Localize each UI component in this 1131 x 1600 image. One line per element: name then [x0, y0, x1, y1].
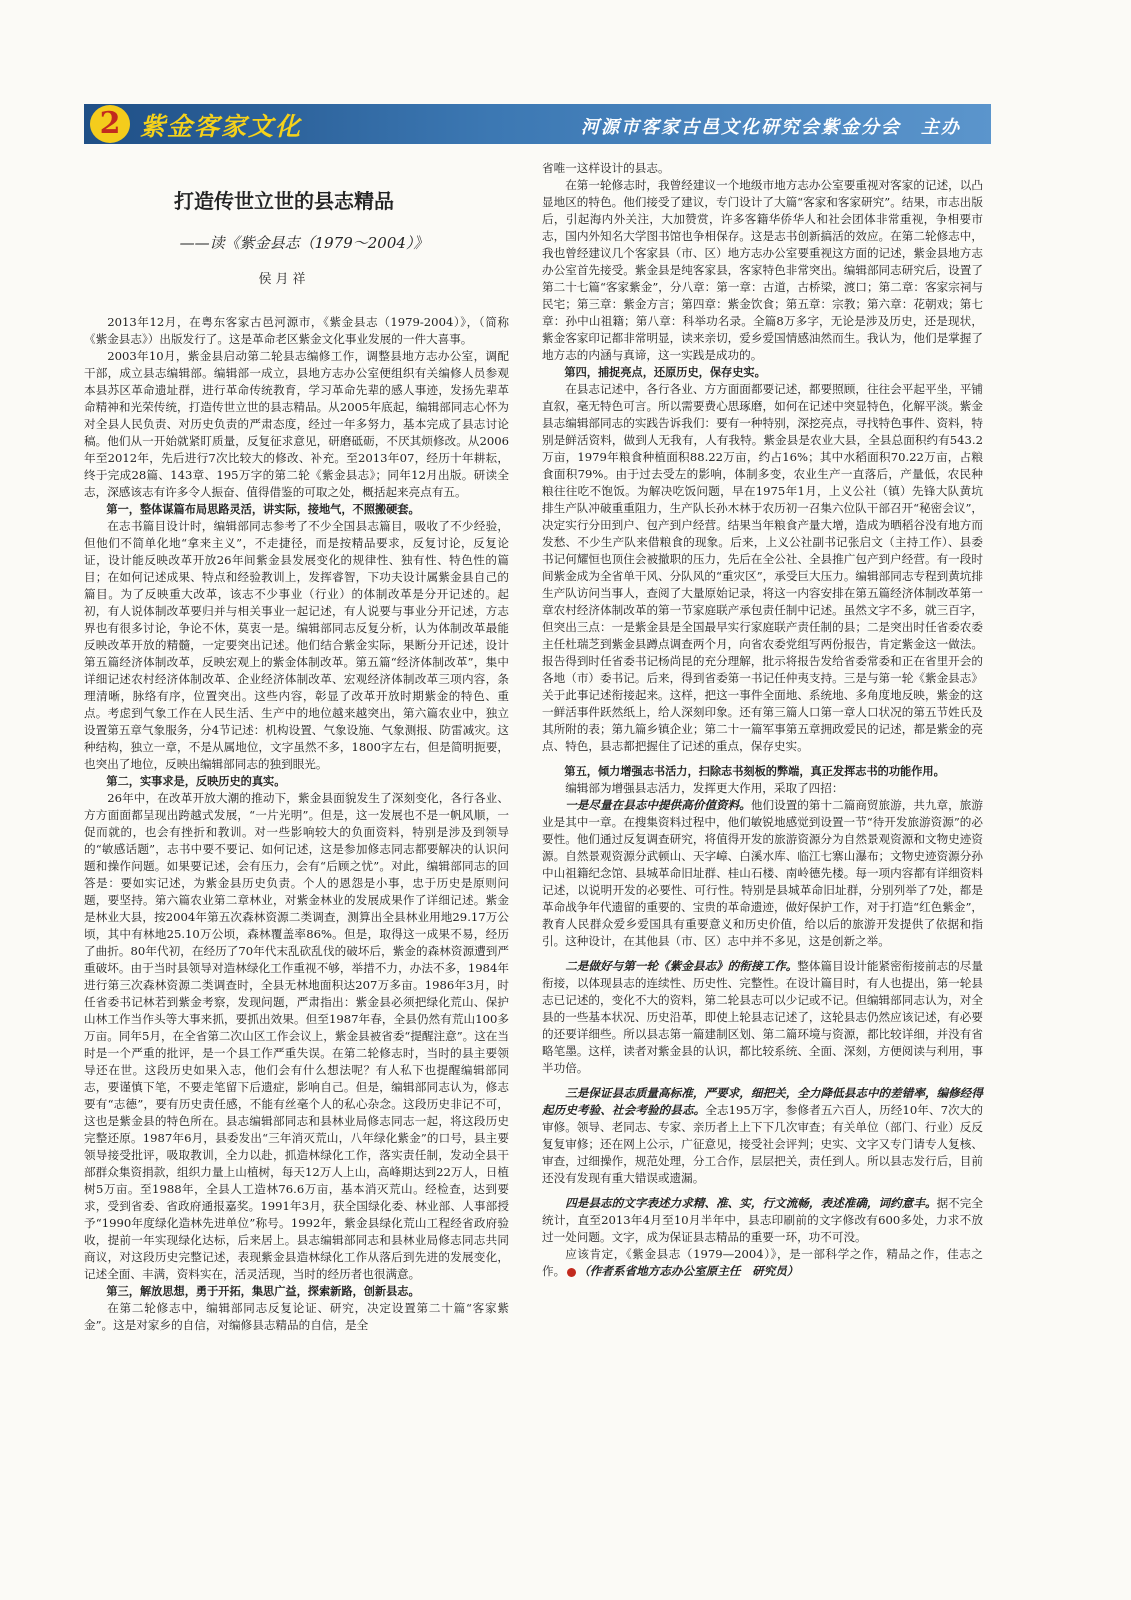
paragraph-text: 在县志记述中，各行各业、方方面面都要记述，都要照顾，往往会平起平坐，平铺直叙，毫无特色可言。所以需要费心思琢磨，如何在记述中突显特色，化解平淡。紫金县志编辑部同志的实践告诉我们：要有一种特别，深挖亮点，寻找特色事件、资料，特别是鲜活资料，做到人无我有，人有我特。紫金县是农业大县，全县总面积约有543.2万亩，1979年粮食种植面积88.22万亩，约占16%；其中水稻面积70.22万亩，占粮食面积79%。由于过去受左的影响，体制多变，农业生产一直落后，产量低，农民种粮往往吃不饱饭。为解决吃饭问题，早在1975年1月，上义公社（镇）先锋大队黄坑排生产队冲破重重阻力，生产队长孙木林于农历初一召集六位队干部召开“秘密会议”，决定实行分田到户、包产到户经营。结果当年粮食产量大增，造成为晒稻谷没有地方而发愁、不少生产队来借粮食的现象。后来，上义公社副书记张启文（主持工作）、县委书记何耀恒也顶住会被撤职的压力，先后在全公社、全县推广包产到户经营。有一段时间紫金成为全省单干风、分队风的“重灾区”，承受巨大压力。编辑部同志专程到黄坑排生产队访问当事人，查阅了大量原始记录，将这一内容安排在第五篇经济体制改革第一章农村经济体制改革的第一节家庭联产承包责任制中记述。虽然文字不多，就三百字，但突出三点：一是紫金县是全国最早实行家庭联产责任制的县；二是突出时任省委农委主任杜瑞芝到紫金县蹲点调查两个月，向省农委党组写两份报告，肯定紫金这一做法。报告得到时任省委书记杨尚昆的充分理解，批示将报告发给省委常委和正在省里开会的各地（市）委书记。后来，得到省委第一书记任仲夷支持。三是与第一轮《紫金县志》关于此事记述衔接起来。这样，把这一事件全面地、系统地、多角度地反映，紫金的这一鲜活事件跃然纸上，给人深刻印象。还有第三篇人口第一章人口状况的第五节姓氏及其所附的表；第九篇乡镇企业；第二十一篇军事第五章拥政爱民的记述，都是紫金的亮点、特色，县志都把握住了记述的重点，保存史实。 — [542, 382, 983, 753]
paragraph-text: 在第二轮修志中，编辑部同志反复论证、研究，决定设置第二十篇“客家紫金”。这是对家乡的自信，对编修县志精品的自信，是全 — [84, 1301, 509, 1332]
end-mark-icon — [567, 1268, 576, 1277]
article-subtitle: ——读《紫金县志（1979～2004）》 — [179, 234, 429, 252]
paragraph — [542, 1195, 983, 1246]
article-right-column — [542, 160, 983, 1280]
paragraph — [542, 780, 983, 797]
paragraph — [542, 958, 983, 1077]
article-left-column — [84, 314, 509, 1334]
section-heading — [542, 364, 983, 381]
paragraph — [542, 1085, 983, 1187]
paragraph-text: 全志195万字，参修者五六百人，历经10年、7次大的审修。领导、老同志、专家、亲历者上上下下几次审查；有关单位（部门、行业）反反复复审修；还在网上公示，广征意见，接受社会评判；史实、文字又专门请专人复核、审查，过细操作，规范处理，分工合作，层层把关，责任到人。所以县志发行后，目前还没有发现有重大错误或遗漏。 — [542, 1103, 983, 1185]
section-heading — [84, 1283, 509, 1300]
paragraph — [542, 381, 983, 755]
paragraph-lead: 二是做好与第一轮《紫金县志》的衔接工作。 — [565, 959, 798, 973]
paragraph — [542, 797, 983, 950]
paragraph-text: 第一，整体谋篇布局思路灵活，讲实际，接地气，不照搬硬套。 — [106, 503, 420, 516]
paragraph — [84, 790, 509, 1283]
paragraph-text: 2013年12月，在粤东客家古邑河源市，《紫金县志（1979-2004）》，（简称《紫金县志》）出版发行了。这是革命老区紫金文化事业发展的一件大喜事。 — [84, 315, 509, 346]
section-heading — [84, 773, 509, 790]
paragraph-lead: 一是尽量在县志中提供高价值资料。 — [565, 798, 751, 812]
paragraph-text: 第三，解放思想，勇于开拓，集思广益，探索新路，创新县志。 — [106, 1285, 420, 1298]
paragraph-text: 编辑部为增强县志活力，发挥更大作用，采取了四招： — [565, 781, 844, 795]
paragraph — [84, 314, 509, 348]
paragraph-text: 在第一轮修志时，我曾经建议一个地级市地方志办公室要重视对客家的记述，以凸显地区的特色。他们接受了建议，专门设计了大篇“客家和客家研究”。结果，市志出版后，引起海内外关注，大加赞赏，许多客籍华侨华人和社会团体非常重视，争相要市志，国内外知名大学图书馆也争相保存。这是志书创新搞活的效应。在第二轮修志中，我也曾经建议几个客家县（市、区）地方志办公室要重视这方面的记述，紫金县地方志办公室首先接受。紫金县是纯客家县，客家特色非常突出。编辑部同志研究后，设置了第二十七篇“客家紫金”，分八章：第一章：古道，古桥梁，渡口；第二章：客家宗祠与民宅；第三章：紫金方言；第四章：紫金饮食；第五章：宗教；第六章：花朝戏；第七章：孙中山祖籍；第八章：科举功名录。全篇8万多字，无论是涉及历史，还是现状，紫金客家印记都非常明显，读来亲切，爱乡爱国情感油然而生。我认为，他们是掌握了地方志的内涵与真谛，这一实践是成功的。 — [542, 178, 983, 362]
paragraph-text: 26年中，在改革开放大潮的推动下，紫金县面貌发生了深刻变化，各行各业、方方面面都呈现出跨越式发展，“一片光明”。但是，这一发展也不是一帆风顺，一促而就的，也会有挫折和教训。对一些影响较大的负面资料，特别是涉及到领导的“敏感话题”，志书中要不要记、如何记述，这是参加修志同志都要解决的认识问题和操作问题。如果要记述，会有压力，会有“后顾之忧”。对此，编辑部同志的回答是：要如实记述，为紫金县历史负责。个人的恩怨是小事，忠于历史是原则问题，要坚持。第六篇农业第二章林业，对紫金林业的发展成果作了详细记述。紫金是林业大县，按2004年第五次森林资源二类调查，测算出全县林业用地29.17万公顷，其中有林地25.10万公顷，森林覆盖率86%。但是，取得这一成果不易，经历了曲折。80年代初，在经历了70年代末乱砍乱伐的破坏后，紫金的森林资源遭到严重破坏。由于当时县领导对造林绿化工作重视不够，举措不力，办法不多，1984年进行第三次森林资源二类调查时，全县无林地面积达207万多亩。1986年3月，时任省委书记林若到紫金考察，发现问题，严肃指出：紫金县必须把绿化荒山、保护山林工作当作头等大事来抓，要抓出效果。但至1987年春，全县仍然有荒山100多万亩。同年5月，在全省第二次山区工作会议上，紫金县被省委“提醒注意”。这在当时是一个严重的批评，是一个县工作严重失误。在第二轮修志时，当时的县主要领导还在世。这段历史如果入志，他们会有什么想法呢？有人私下也提醒编辑部同志，要谨慎下笔，不要走笔留下后遗症，影响自己。但是，编辑部同志认为，修志要有“志德”，要有历史责任感，不能有丝毫个人的私心杂念。这段历史非记不可，这也是紫金县的特色所在。县志编辑部同志和县林业局修志同志一起，将这段历史完整还原。1987年6月，县委发出“三年消灭荒山，八年绿化紫金”的口号，县主要领导接受批评，吸取教训，全力以赴，抓造林绿化工作，落实责任制，发动全县干部群众集资捐款，组织力量上山植树，每天12万人上山，高峰期达到22万人，日植树5万亩。至1988年，全县人工造林76.6万亩，基本消灭荒山。经检查，达到要求，受到省委、省政府通报嘉奖。1991年3月，获全国绿化委、林业部、人事部授予“1990年度绿化造林先进单位”称号。1992年，紫金县绿化荒山工程经省政府验收，提前一年实现绿化达标，后来居上。县志编辑部同志和县林业局修志同志共同商议，对这段历史完整记述，表现紫金县造林绿化工作从落后到先进的发展变化，记述全面、丰满，资料实在，活灵活现，当时的经历者也很满意。 — [84, 791, 510, 1281]
paragraph-text: 据不完全统计，直至2013年4月至10月半年中，县志印刷前的文字修改有600多处，力求不放过一处问题。文字，成为保证县志精品的重要一环，功不可没。 — [542, 1196, 983, 1244]
paragraph — [542, 160, 983, 177]
paragraph-text: 第五，倾力增强志书活力，扫除志书刻板的弊端，真正发挥志书的功能作用。 — [564, 765, 945, 778]
article-author: 侯月祥 — [258, 272, 310, 287]
paragraph-text: 在志书篇目设计时，编辑部同志参考了不少全国县志篇目，吸收了不少经验，但他们不简单化地“拿来主义”，不走捷径，而是按精品要求，反复讨论，反复论证，设计能反映改革开放26年间紫金县发展变化的规律性、独有性、特色性的篇目；在如何记述成果、特点和经验教训上，发挥睿智，下功夫设计属紫金县自己的篇目。为了反映重大改革，该志不少事业（行业）的体制改革是分开记述的。起初，有人说体制改革要归并与相关事业一起记述，有人说要与事业分开记述，方志界也有很多讨论，争论不休，莫衷一是。编辑部同志反复分析，认为体制改革最能反映改革开放的精髓，一定要突出记述。他们结合紫金实际，果断分开记述，设计第五篇经济体制改革，反映宏观上的紫金体制改革。第五篇“经济体制改革”，集中详细记述农村经济体制改革、企业经济体制改革、宏观经济体制改革三项内容，条理清晰，脉络有序，位置突出。这些内容，彰显了改革开放时期紫金的特色、重点。考虑到气象工作在人民生活、生产中的地位越来越突出，第六篇农业中，独立设置第五章气象服务，分4节记述：机构设置、气象设施、气象测报、防雷减灾。这种结构，独立一章，不是从属地位，文字虽然不多，1800字左右，但是简明扼要，也突出了地位，反映出编辑部同志的独到眼光。 — [84, 519, 509, 771]
paragraph — [84, 518, 509, 773]
section-heading — [84, 501, 509, 518]
paragraph-lead: 四是县志的文字表述力求精、准、实，行文流畅，表述准确，词约意丰。 — [565, 1196, 937, 1210]
page-number: 2 — [90, 105, 130, 143]
paragraph-text: 应该肯定，《紫金县志（1979—2004）》，是一部科学之作，精品之作，佳志之作。 — [542, 1247, 983, 1278]
paragraph — [542, 177, 983, 364]
paragraph-text: 整体篇目设计能紧密衔接前志的尽量衔接，以体现县志的连续性、历史性、完整性。在设计篇目时，有人也提出，第一轮县志已记述的，变化不大的资料，第二轮县志可以少记或不记。但编辑部同志认为，对全县的一些基本状况、历史沿革，即使上轮县志记述了，这轮县志仍然应该记述，有必要的还要详细些。所以县志第一篇建制区划、第二篇环境与资源，都比较详细，并没有省略笔墨。这样，读者对紫金县的认识，都比较系统、全面、深刻，方便阅读与利用，事半功倍。 — [542, 959, 983, 1075]
paragraph-text: 他们设置的第十二篇商贸旅游，共九章，旅游业是其中一章。在搜集资料过程中，他们敏锐地感觉到设置一节“待开发旅游资源”的必要性。他们通过反复调查研究，将值得开发的旅游资源分为自然景观资源和文物史迹资源。自然景观资源分武顿山、天字嶂、白溪水库、临江七寨山瀑布；文物史迹资源分孙中山祖籍纪念馆、县城革命旧址群、桂山石楼、南岭德先楼。每一项内容都有详细资料记述，以说明开发的必要性、可行性。特别是县城革命旧址群，分别列举了7处，都是革命战争年代遗留的重要的、宝贵的革命遗迹，做好保护工作，对于打造“红色紫金”，教育人民群众爱乡爱国具有重要意义和历史价值，给以后的旅游开发提供了依据和指引。这种设计，在其他县（市、区）志中并不多见，这是创新之举。 — [542, 798, 983, 948]
paragraph-lead: 三是保证县志质量高标准，严要求，细把关，全力降低县志中的差错率，编修经得起历史考验、社会考验的县志。 — [542, 1086, 983, 1117]
article-title: 打造传世立世的县志精品 — [174, 189, 394, 213]
paragraph — [84, 1300, 509, 1334]
paragraph-text: 2003年10月，紫金县启动第二轮县志编修工作，调整县地方志办公室，调配干部，成立县志编辑部。编辑部一成立，县地方志办公室便组织有关编修人员参观本县苏区革命遗址群，进行革命传统教育，学习革命先辈的感人事迹，发扬先辈革命精神和光荣传统，打造传世立世的县志精品。从2005年底起，编辑部同志心怀为对全县人民负责、对历史负责的严肃态度，经过一年多努力，基本完成了县志讨论稿。他们从一开始就紧盯质量，反复征求意见，研磨砥砺，不厌其烦修改。从2006年至2012年，先后进行7次比较大的修改、补充。至2013年07，经历十年耕耘，终于完成28篇、143章、195万字的第二轮《紫金县志》；同年12月出版。研读全志，深感该志有许多令人振奋、值得借鉴的可取之处，概括起来亮点有五。 — [84, 349, 509, 499]
paragraph-text: 第四，捕捉亮点，还原历史，保存史实。 — [564, 366, 766, 379]
page-header-banner — [84, 104, 991, 144]
paragraph-text: 第二，实事求是，反映历史的真实。 — [106, 775, 286, 788]
author-note: （作者系省地方志办公室原主任 研究员） — [578, 1264, 799, 1278]
paragraph-text: 省唯一这样设计的县志。 — [542, 161, 670, 175]
section-heading — [542, 763, 983, 780]
organizer-text: 河源市客家古邑文化研究会紫金分会 主办 — [581, 117, 961, 138]
paragraph — [542, 1246, 983, 1280]
paragraph — [84, 348, 509, 501]
section-title: 紫金客家文化 — [140, 112, 303, 141]
